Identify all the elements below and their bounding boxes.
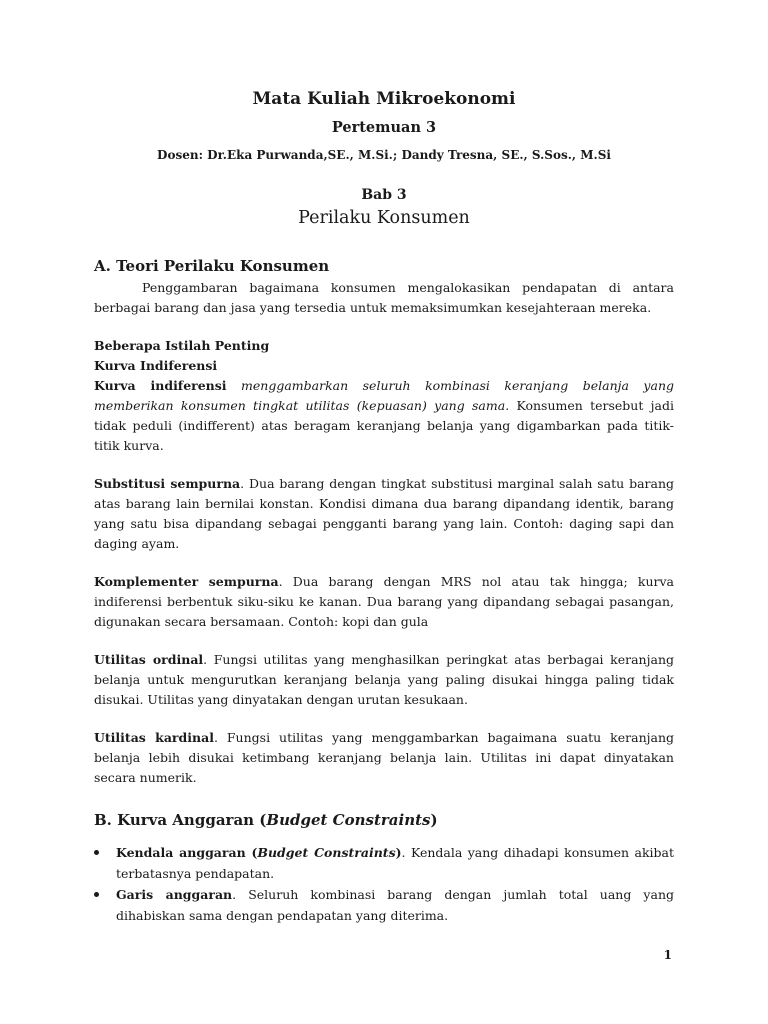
indifference-definition bbox=[94, 376, 674, 456]
bullet-icon bbox=[94, 892, 99, 897]
ordinal-utility-text: . Fungsi utilitas yang menghasilkan peringkat atas berbagai keranjang belanja untuk mengurutkan keranjang belanja yang paling disukai hingga paling tidak disukai. Utilitas yang dinyatakan dengan urutan kesukaan. bbox=[94, 652, 674, 707]
perfect-complements-definition bbox=[94, 572, 674, 632]
budget-constraint-term: Kendala anggaran ( bbox=[116, 845, 258, 860]
meeting-label: Pertemuan 3 bbox=[331, 119, 437, 136]
indifference-term: Kurva indiferensi bbox=[94, 378, 227, 393]
chapter-title: Perilaku Konsumen bbox=[298, 208, 470, 228]
page-number: 1 bbox=[663, 948, 672, 962]
page-content bbox=[94, 84, 674, 926]
cardinal-utility-text: . Fungsi utilitas yang menggambarkan bagaimana suatu keranjang belanja lebih disukai ketimbang keranjang belanja lain. Utilitas ini dapat dinyatakan secara numerik. bbox=[94, 730, 674, 785]
budget-constraint-term-close: ) bbox=[395, 845, 402, 860]
indifference-italic-text: menggambarkan seluruh kombinasi keranjang belanja yang memberikan konsumen tingkat utilitas (kepuasan) yang sama bbox=[94, 378, 675, 413]
indifference-curve-heading: Kurva Indiferensi bbox=[94, 358, 218, 373]
section-b-heading bbox=[94, 808, 674, 832]
budget-line-text: . Seluruh kombinasi barang dengan jumlah total uang yang dihabiskan sama dengan pendapatan yang diterima. bbox=[116, 887, 675, 923]
section-b-heading-prefix: B. Kurva Anggaran ( bbox=[94, 811, 267, 829]
perfect-substitutes-term: Substitusi sempurna bbox=[94, 476, 241, 491]
cardinal-utility-definition bbox=[94, 728, 674, 788]
perfect-substitutes-text: . Dua barang dengan tingkat substitusi marginal salah satu barang atas barang lain bernilai konstan. Kondisi dimana dua barang dipandang identik, barang yang satu bisa dipandang sebagai pengganti barang yang lain. Contoh: daging sapi dan daging ayam. bbox=[94, 476, 675, 551]
section-b-heading-suffix: ) bbox=[430, 811, 438, 829]
ordinal-utility-definition bbox=[94, 650, 674, 710]
budget-bullet-list bbox=[94, 842, 674, 926]
budget-line-term: Garis anggaran bbox=[116, 887, 233, 902]
budget-constraint-text: . Kendala yang dihadapi konsumen akibat terbatasnya pendapatan. bbox=[116, 845, 674, 881]
list-item bbox=[94, 842, 674, 884]
list-item bbox=[94, 884, 674, 926]
indifference-rest-text: . Konsumen tersebut jadi tidak peduli (indifferent) atas beragam keranjang belanja yang digambarkan pada titik-titik kurva. bbox=[94, 398, 674, 453]
perfect-complements-text: . Dua barang dengan MRS nol atau tak hingga; kurva indiferensi berbentuk siku-siku ke kanan. Dua barang yang dipandang sebagai pasangan, digunakan secara bersamaan. Contoh: kopi dan gula bbox=[94, 574, 674, 629]
section-a-heading: A. Teori Perilaku Konsumen bbox=[94, 257, 330, 275]
section-b-heading-italic: Budget Constraints bbox=[266, 811, 431, 829]
cardinal-utility-term: Utilitas kardinal bbox=[94, 730, 214, 745]
terms-heading: Beberapa Istilah Penting bbox=[94, 338, 270, 353]
lecturers-line: Dosen: Dr.Eka Purwanda,SE., M.Si.; Dandy Tresna, SE., S.Sos., M.Si bbox=[157, 148, 611, 162]
section-a-intro: Penggambaran bagaimana konsumen mengalokasikan pendapatan di antara berbagai barang dan jasa yang tersedia untuk memaksimumkan kesejahteraan mereka. bbox=[94, 280, 674, 315]
budget-constraint-term-italic: Budget Constraints bbox=[257, 845, 396, 860]
bullet-icon bbox=[94, 850, 99, 855]
chapter-number: Bab 3 bbox=[361, 187, 407, 203]
ordinal-utility-term: Utilitas ordinal bbox=[94, 652, 204, 667]
course-title: Mata Kuliah Mikroekonomi bbox=[252, 89, 516, 109]
perfect-substitutes-definition bbox=[94, 474, 674, 554]
perfect-complements-term: Komplementer sempurna bbox=[94, 574, 279, 589]
